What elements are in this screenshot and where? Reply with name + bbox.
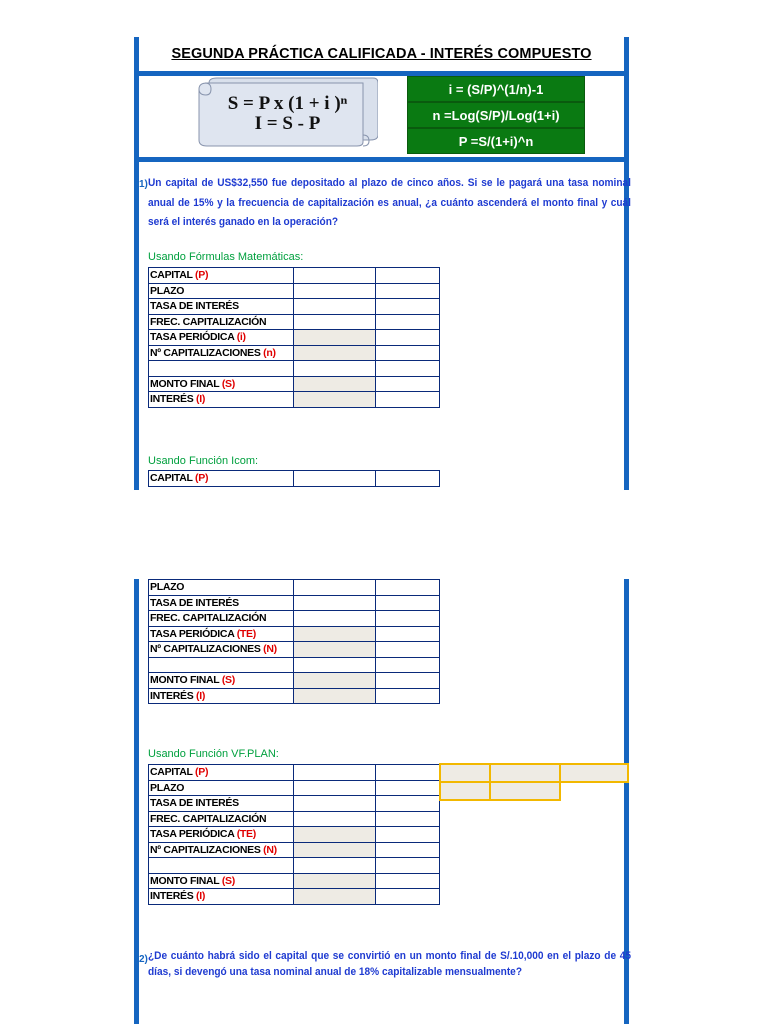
table-row	[149, 873, 440, 889]
cell[interactable]	[294, 330, 376, 346]
cell[interactable]	[376, 657, 440, 673]
row-label: FREC. CAPITALIZACIÓN	[149, 611, 294, 627]
vfplan-table	[148, 764, 440, 905]
cell[interactable]	[376, 780, 440, 796]
section-formulas-title: Usando Fórmulas Matemáticas:	[148, 251, 304, 263]
table-row	[149, 314, 440, 330]
row-label: INTERÉS (I)	[149, 392, 294, 408]
formula-compound: S = P x (1 + i )ⁿ	[227, 93, 348, 114]
row-label: MONTO FINAL (S)	[149, 376, 294, 392]
cell[interactable]	[294, 345, 376, 361]
cell[interactable]	[294, 361, 376, 377]
cell[interactable]	[294, 471, 376, 487]
formula-periods-box: n =Log(S/P)/Log(1+i)	[407, 102, 585, 128]
row-label: MONTO FINAL (S)	[149, 673, 294, 689]
table-row	[149, 765, 440, 781]
cell[interactable]	[376, 611, 440, 627]
cell[interactable]	[376, 858, 440, 874]
cell[interactable]	[294, 611, 376, 627]
table-row	[149, 688, 440, 704]
formulas-table	[148, 267, 440, 408]
row-label: Nº CAPITALIZACIONES (N)	[149, 642, 294, 658]
row-label: INTERÉS (I)	[149, 889, 294, 905]
highlight-cell[interactable]	[489, 763, 561, 783]
table-row	[149, 858, 440, 874]
cell[interactable]	[294, 780, 376, 796]
cell[interactable]	[294, 392, 376, 408]
cell[interactable]	[376, 283, 440, 299]
cell[interactable]	[294, 811, 376, 827]
row-label: PLAZO	[149, 283, 294, 299]
cell[interactable]	[376, 796, 440, 812]
row-label: FREC. CAPITALIZACIÓN	[149, 314, 294, 330]
cell[interactable]	[294, 580, 376, 596]
table-row	[149, 796, 440, 812]
cell[interactable]	[376, 642, 440, 658]
table-row	[149, 626, 440, 642]
cell[interactable]	[376, 314, 440, 330]
cell[interactable]	[294, 314, 376, 330]
table-row	[149, 330, 440, 346]
row-label: MONTO FINAL (S)	[149, 873, 294, 889]
sheet-page-1	[134, 37, 629, 490]
formula-band	[139, 76, 624, 162]
highlight-cell[interactable]	[559, 763, 629, 783]
cell[interactable]	[376, 811, 440, 827]
cell[interactable]	[376, 330, 440, 346]
section-vfplan-title: Usando Función VF.PLAN:	[148, 748, 279, 760]
cell[interactable]	[294, 858, 376, 874]
cell[interactable]	[376, 580, 440, 596]
table-row	[149, 392, 440, 408]
sheet-page-2	[134, 579, 629, 1024]
table-row	[149, 345, 440, 361]
table-row	[149, 299, 440, 315]
cell[interactable]	[376, 842, 440, 858]
highlight-cell[interactable]	[489, 781, 561, 801]
row-label: TASA DE INTERÉS	[149, 299, 294, 315]
row-label: CAPITAL (P)	[149, 471, 294, 487]
cell[interactable]	[294, 657, 376, 673]
cell[interactable]	[294, 765, 376, 781]
table-row	[149, 283, 440, 299]
formula-scroll	[197, 77, 378, 147]
row-label: Nº CAPITALIZACIONES (n)	[149, 345, 294, 361]
row-label: TASA PERIÓDICA (i)	[149, 330, 294, 346]
cell[interactable]	[376, 471, 440, 487]
row-label: PLAZO	[149, 580, 294, 596]
cell[interactable]	[376, 392, 440, 408]
table-row	[149, 842, 440, 858]
cell[interactable]	[376, 361, 440, 377]
cell[interactable]	[376, 688, 440, 704]
question-1-text: Un capital de US$32,550 fue depositado al plazo de cinco años. Si se le pagará una tasa nominal anual de 15% y la frecuencia de capitalización es anual, ¿a cuánto ascenderá el monto final y cuál será el interés ganado en la operación?	[148, 177, 631, 228]
cell[interactable]	[294, 842, 376, 858]
highlight-cell[interactable]	[439, 763, 491, 783]
row-label: Nº CAPITALIZACIONES (N)	[149, 842, 294, 858]
cell[interactable]	[294, 595, 376, 611]
table-row	[149, 595, 440, 611]
row-label: CAPITAL (P)	[149, 268, 294, 284]
table-row	[149, 673, 440, 689]
row-label	[149, 657, 294, 673]
row-label	[149, 858, 294, 874]
cell[interactable]	[294, 827, 376, 843]
cell[interactable]	[376, 268, 440, 284]
question-2-number: 2)	[139, 954, 148, 965]
table-row	[149, 471, 440, 487]
table-row	[149, 827, 440, 843]
cell[interactable]	[294, 889, 376, 905]
row-label: PLAZO	[149, 780, 294, 796]
cell[interactable]	[376, 889, 440, 905]
cell[interactable]	[376, 873, 440, 889]
row-label: TASA PERIÓDICA (TE)	[149, 626, 294, 642]
formula-rate-box: i = (S/P)^(1/n)-1	[407, 76, 585, 102]
cell[interactable]	[376, 345, 440, 361]
table-row	[149, 642, 440, 658]
section-icom-title: Usando Función Icom:	[148, 455, 259, 467]
row-label: TASA DE INTERÉS	[149, 796, 294, 812]
row-label: INTERÉS (I)	[149, 688, 294, 704]
table-row	[149, 889, 440, 905]
cell[interactable]	[294, 376, 376, 392]
table-row	[149, 611, 440, 627]
row-label: CAPITAL (P)	[149, 765, 294, 781]
table-row	[149, 376, 440, 392]
table-row	[149, 780, 440, 796]
cell[interactable]	[294, 626, 376, 642]
cell[interactable]	[376, 376, 440, 392]
cell[interactable]	[294, 673, 376, 689]
row-label: TASA DE INTERÉS	[149, 595, 294, 611]
question-2-text: ¿De cuánto habrá sido el capital que se convirtió en un monto final de S/.10,000 en el plazo de 45 días, si devengó una tasa nominal anual de 18% capitalizable mensualmente?	[148, 950, 631, 978]
cell[interactable]	[294, 268, 376, 284]
cell[interactable]	[376, 626, 440, 642]
cell[interactable]	[376, 827, 440, 843]
row-label	[149, 361, 294, 377]
cell[interactable]	[376, 595, 440, 611]
row-label: TASA PERIÓDICA (TE)	[149, 827, 294, 843]
cell[interactable]	[294, 642, 376, 658]
cell[interactable]	[294, 873, 376, 889]
icom-table-top	[148, 470, 440, 487]
highlight-cell[interactable]	[439, 781, 491, 801]
cell[interactable]	[294, 283, 376, 299]
icom-table	[148, 579, 440, 704]
table-row	[149, 268, 440, 284]
row-label: FREC. CAPITALIZACIÓN	[149, 811, 294, 827]
title-text: SEGUNDA PRÁCTICA CALIFICADA - INTERÉS COMPUESTO	[171, 46, 592, 62]
formula-interest: I = S - P	[254, 113, 321, 134]
page-title	[139, 37, 624, 76]
table-row	[149, 580, 440, 596]
cell[interactable]	[376, 299, 440, 315]
table-row	[149, 361, 440, 377]
table-row	[149, 657, 440, 673]
cell[interactable]	[294, 299, 376, 315]
table-row	[149, 811, 440, 827]
cell[interactable]	[376, 765, 440, 781]
cell[interactable]	[294, 688, 376, 704]
question-1-number: 1)	[139, 179, 148, 190]
formula-principal-box: P =S/(1+i)^n	[407, 128, 585, 154]
cell[interactable]	[294, 796, 376, 812]
cell[interactable]	[376, 673, 440, 689]
